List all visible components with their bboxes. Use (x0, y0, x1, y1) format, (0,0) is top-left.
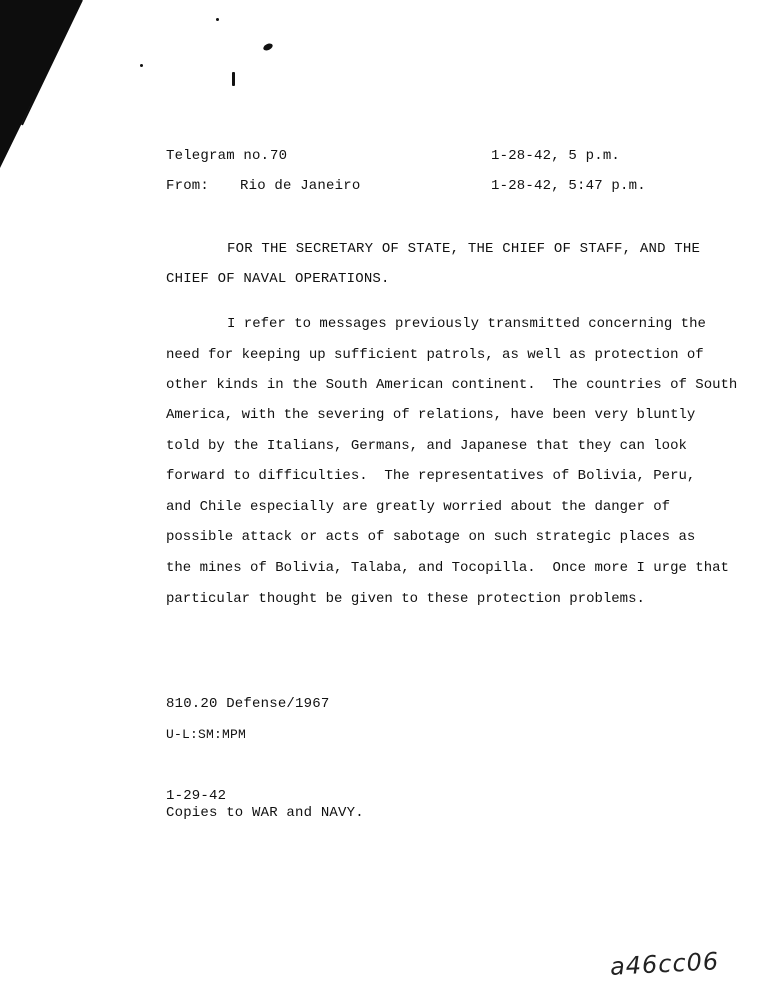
telegram-label: Telegram no. (166, 148, 270, 164)
body-line: America, with the severing of relations, have been very bluntly (166, 407, 696, 423)
scan-speck (216, 18, 219, 21)
addressee-line-2: CHIEF OF NAVAL OPERATIONS. (166, 271, 390, 287)
telegram-number: 70 (270, 148, 288, 164)
body-line: other kinds in the South American continent. The countries of South (166, 377, 738, 393)
handwritten-note: a46cc06 (609, 947, 720, 981)
copies-note: Copies to WAR and NAVY. (166, 805, 364, 821)
scan-speck (262, 42, 274, 52)
body-line: told by the Italians, Germans, and Japanese that they can look (166, 438, 687, 454)
scan-speck (140, 64, 143, 67)
scan-speck (232, 72, 235, 86)
body-line: possible attack or acts of sabotage on such strategic places as (166, 529, 696, 545)
received-time: 1-28-42, 5:47 p.m. (491, 178, 646, 194)
sent-time: 1-28-42, 5 p.m. (491, 148, 621, 164)
addressee-line-1: FOR THE SECRETARY OF STATE, THE CHIEF OF STAFF, AND THE (227, 241, 701, 257)
initials: U-L:SM:MPM (166, 727, 247, 742)
body-line: need for keeping up sufficient patrols, as well as protection of (166, 347, 704, 363)
from-value: Rio de Janeiro (240, 178, 361, 194)
body-line: and Chile especially are greatly worried about the danger of (166, 499, 671, 515)
body-line: I refer to messages previously transmitted concerning the (227, 316, 706, 332)
footer-date: 1-29-42 (166, 788, 227, 804)
from-label: From: (166, 178, 210, 194)
body-line: the mines of Bolivia, Talaba, and Tocopilla. Once more I urge that (166, 560, 729, 576)
body-line: forward to difficulties. The representatives of Bolivia, Peru, (166, 468, 696, 484)
body-line: particular thought be given to these protection problems. (166, 591, 645, 607)
file-number: 810.20 Defense/1967 (166, 696, 330, 712)
scan-corner-shadow (0, 0, 90, 170)
